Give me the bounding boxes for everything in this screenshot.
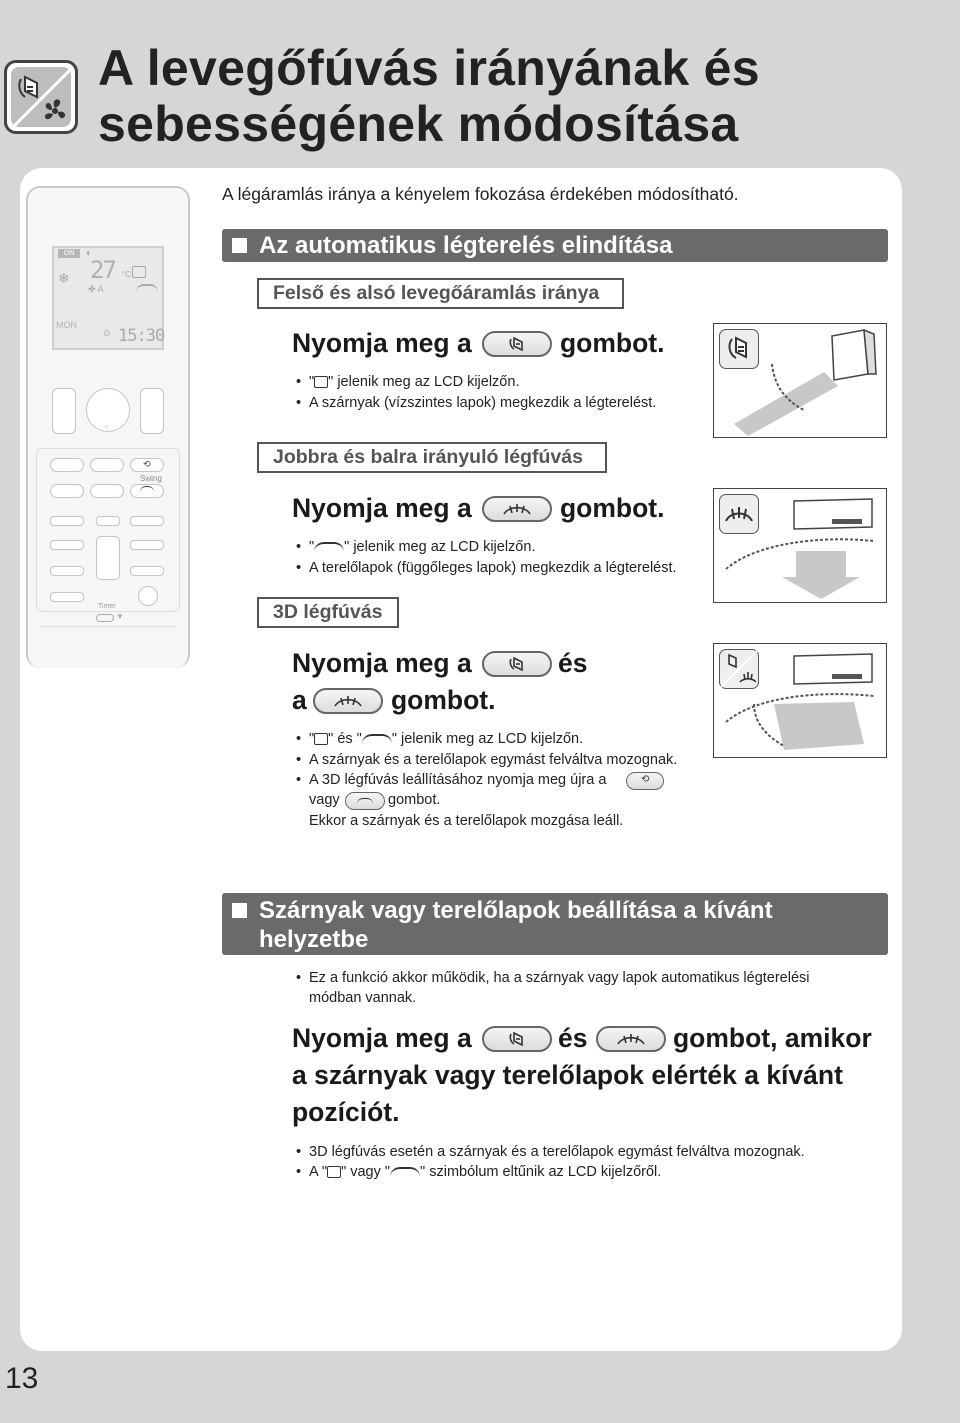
remote-button-11[interactable]: [50, 566, 84, 576]
power-dot: ○: [104, 422, 109, 431]
snowflake-icon: ❄: [58, 270, 70, 286]
horizontal-swing-button-set[interactable]: [596, 1026, 666, 1052]
timer-button[interactable]: [96, 614, 114, 622]
subheading-horizontal: Jobbra és balra irányuló légfúvás: [257, 442, 607, 473]
remote-button-4[interactable]: [90, 484, 124, 498]
3d-airflow-illustration: [714, 644, 886, 757]
vertical-swing-icon: [19, 77, 37, 97]
timer-arrow-icon: ▼: [116, 612, 124, 621]
lcd-on-indicator: ON: [58, 249, 80, 258]
remote-button-6[interactable]: [96, 516, 120, 526]
vertical-swing-icon: [510, 338, 522, 350]
clock-icon: ⊙: [103, 328, 111, 338]
intro-text: A légáramlás iránya a kényelem fokozása érdekében módosítható.: [222, 184, 739, 204]
bullet-horizontal-lcd: • " " jelenik meg az LCD kijelzőn.: [296, 539, 536, 555]
vertical-swing-button-small[interactable]: [626, 772, 664, 790]
horizontal-swing-button-3d[interactable]: [313, 688, 383, 714]
vertical-swing-icon: [327, 1166, 341, 1178]
diagram-vertical-swing: [713, 323, 887, 438]
vertical-swing-icon: [510, 1033, 522, 1045]
bullet-3d-alternate: • A szárnyak és a terelőlapok egymást felváltva mozognak.: [296, 752, 678, 768]
page-number: 13: [5, 1362, 39, 1395]
bullet-3d-stop: • A 3D légfúvás leállításához nyomja meg újra a: [296, 772, 607, 788]
bullet-symbol-disappears: • A " " vagy " " szimbólum eltűnik az LCD kijelzőről.: [296, 1164, 662, 1180]
remote-button-9[interactable]: [96, 536, 120, 580]
vertical-swing-button[interactable]: [482, 331, 552, 357]
section-title: Az automatikus légterelés elindítása: [259, 232, 673, 259]
temp-button[interactable]: [52, 388, 76, 434]
remote-button-5[interactable]: [50, 516, 84, 526]
horizontal-airflow-illustration: [714, 489, 886, 602]
remote-button-2[interactable]: [90, 458, 124, 472]
vertical-swing-icon: ⟲: [641, 774, 650, 785]
fan-auto-icon: ✤ A: [88, 284, 104, 294]
mode-button[interactable]: [140, 388, 164, 434]
horizontal-swing-button[interactable]: [482, 496, 552, 522]
section-bullet-square: [232, 238, 247, 253]
remote-button-13[interactable]: [50, 592, 84, 602]
instruction-vertical-post: gombot.: [560, 328, 665, 358]
vertical-airflow-illustration: [714, 324, 886, 437]
vertical-swing-button-set[interactable]: [482, 1026, 552, 1052]
horizontal-swing-icon: [504, 504, 530, 514]
vertical-swing-icon: ⟲: [143, 459, 151, 469]
instruction-horizontal-post: gombot.: [560, 493, 665, 523]
lcd-vertical-swing-icon: [132, 266, 146, 278]
instruction-set-and: és: [558, 1023, 588, 1053]
fan-icon: [45, 99, 65, 119]
instruction-3d: Nyomja meg a: [292, 648, 472, 678]
horizontal-swing-icon: [335, 696, 361, 706]
remote-lower-panel: [40, 626, 176, 668]
degree-icon: °C: [122, 270, 131, 279]
bullet-3d-or: vagy: [309, 792, 340, 808]
remote-button-8[interactable]: [50, 540, 84, 550]
remote-button-1[interactable]: [50, 458, 84, 472]
vertical-swing-icon: [314, 376, 328, 388]
remote-button-7[interactable]: [130, 516, 164, 526]
sun-icon: ◐: [86, 248, 93, 259]
remote-round-button[interactable]: [138, 586, 158, 606]
diagram-horizontal-swing: [713, 488, 887, 603]
horizontal-swing-icon: [618, 1034, 644, 1044]
instruction-set-position: Nyomja meg a: [292, 1023, 472, 1053]
horizontal-swing-icon: [357, 798, 373, 804]
horizontal-swing-icon: [140, 486, 154, 492]
lcd-weekday: MON: [56, 320, 77, 330]
page-title: A levegőfúvás irányának és sebességének módosítása: [98, 40, 760, 152]
section-title: Szárnyak vagy terelőlapok beállítása a kívánt helyzetbe: [259, 897, 773, 953]
lcd-time: 15:30: [118, 326, 165, 346]
instruction-3d-post: gombot.: [391, 685, 496, 715]
swing-fan-header-icon: [4, 60, 78, 134]
lcd-temperature: 27: [90, 256, 115, 284]
remote-button-3[interactable]: [50, 484, 84, 498]
remote-button-10[interactable]: [130, 540, 164, 550]
remote-button-12[interactable]: [130, 566, 164, 576]
bullet-3d-button-word: gombot.: [388, 792, 441, 808]
subheading-3d: 3D légfúvás: [257, 597, 399, 628]
bullet-3d-lcd: • " " és " " jelenik meg az LCD kijelzőn.: [296, 731, 584, 747]
vertical-swing-icon: [314, 733, 328, 745]
horizontal-swing-button-small[interactable]: [345, 792, 385, 810]
instruction-horizontal: Nyomja meg a: [292, 493, 472, 523]
bullet-horizontal-louvers: • A terelőlapok (függőleges lapok) megkezdik a légterelést.: [296, 560, 677, 576]
bullet-vertical-lcd: • " " jelenik meg az LCD kijelzőn.: [296, 374, 520, 390]
horizontal-swing-icon: [390, 1167, 420, 1177]
vertical-swing-button-3d[interactable]: [482, 651, 552, 677]
instruction-set-line2: a szárnyak vagy terelőlapok elérték a kívánt: [292, 1060, 843, 1090]
lcd-horizontal-swing-icon: [136, 284, 158, 292]
instruction-3d-and: és: [558, 648, 588, 678]
bullet-3d-stopped: Ekkor a szárnyak és a terelőlapok mozgása leáll.: [309, 813, 624, 829]
bullet-vertical-flaps: • A szárnyak (vízszintes lapok) megkezdik a légterelést.: [296, 395, 657, 411]
instruction-3d-a: a: [292, 685, 307, 715]
horizontal-swing-icon: [314, 542, 344, 552]
diagram-3d-swing: [713, 643, 887, 758]
vertical-swing-icon: [510, 658, 522, 670]
instruction-set-line3: pozíciót.: [292, 1097, 400, 1127]
section-set-position: [222, 893, 888, 955]
bullet-function-note: • Ez a funkció akkor működik, ha a szárnyak vagy lapok automatikus légterelési módban vannak.: [296, 970, 810, 1006]
section-auto-swing: [222, 229, 888, 262]
instruction-set-post: gombot, amikor: [673, 1023, 872, 1053]
swing-label: Swing: [140, 474, 162, 483]
section-bullet-square: [232, 903, 247, 918]
horizontal-swing-icon: [362, 734, 392, 744]
remote-button-panel: [36, 448, 180, 612]
subheading-vertical: Felső és alsó levegőáramlás iránya: [257, 278, 624, 309]
instruction-vertical: Nyomja meg a: [292, 328, 472, 358]
bullet-3d-alternate-2: • 3D légfúvás esetén a szárnyak és a terelőlapok egymást felváltva mozognak.: [296, 1144, 805, 1160]
timer-label: Timer: [98, 603, 116, 610]
